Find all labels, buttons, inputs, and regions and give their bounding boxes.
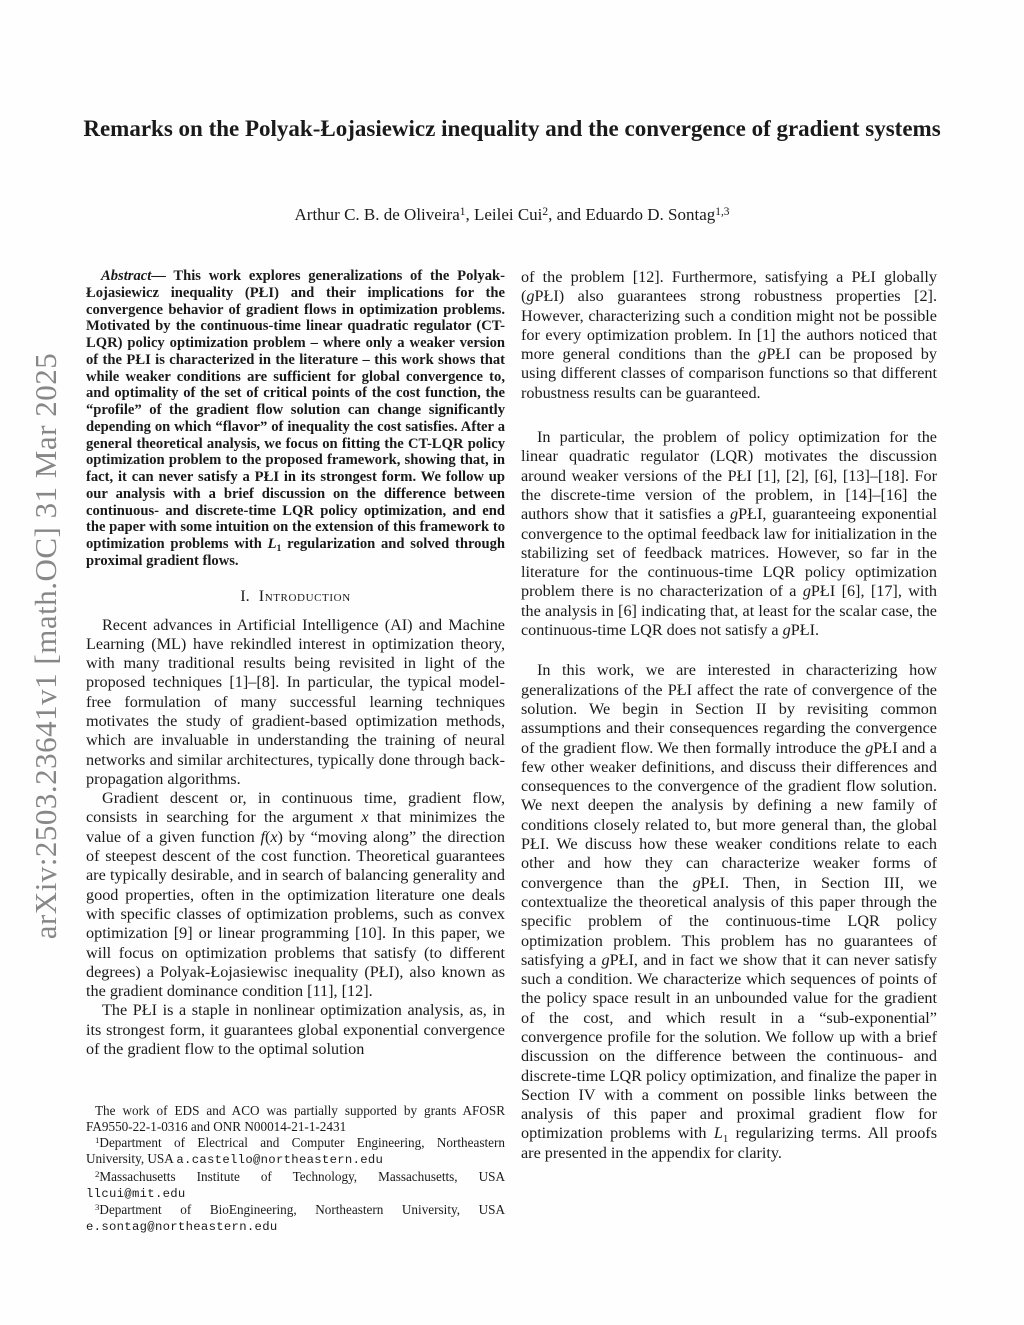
footnote-affiliation-2: $^2$Massachusetts Institute of Technology, Massachusetts, USA llcui@mit.edu xyxy=(86,1168,505,1201)
section-number: I. xyxy=(240,586,250,605)
footnote-affiliation-3: $^3$Department of BioEngineering, Northeastern University, USA e.sontag@northeastern.edu xyxy=(86,1202,505,1235)
right-column xyxy=(521,268,937,1163)
left-column xyxy=(86,268,505,1059)
intro-paragraph-1: Recent advances in Artificial Intelligence (AI) and Machine Learning (ML) have rekindled interest in optimization theory, with many traditional results being revisited in light of the proposed techniques [1]–[8]. In particular, the typical model-free formulation of many successful learning techniques motivates the study of gradient-based optimization methods, which are invaluable in understanding the training of neural networks and similar architectures, typically done through back-propagation algorithms. xyxy=(86,615,505,788)
paper-title: Remarks on the Polyak-Łojasiewicz inequality and the convergence of gradient systems xyxy=(83,116,941,141)
body-paragraph-continuation: of the problem [12]. Furthermore, satisfying a PŁI globally (gPŁI) also guarantees strong robustness properties [2]. However, characterizing such a condition might not be possible for every optimization problem. In [1] the authors noticed that more general conditions than the gPŁI can be proposed by using different classes of comparison functions so that different robustness results can be guaranteed. xyxy=(521,268,937,402)
body-paragraph-contributions: In this work, we are interested in characterizing how generalizations of the PŁI affect the rate of convergence of the solution. We begin in Section II by revisiting common assumptions and their consequences regarding the convergence of the gradient flow. We then formally introduce the gPŁI and a few other weaker definitions, and discuss their differences and consequences to the convergence of the gradient flow solution. We next deepen the analysis by defining a new family of conditions closely related to, but more general than, the global PŁI. We discuss how these weaker conditions relate to each other and how they can characterize weaker forms of convergence than the gPŁI. Then, in Section III, we contextualize the theoretical analysis of this paper through the specific problem of the continuous-time LQR policy optimization problem. This problem has no guarantees of satisfying a gPŁI, and in fact we show that it can never satisfy such a condition. We characterize which sequences of points of the policy space result in an unbounded value for the gradient of the cost, and which result in a “sub-exponential” convergence profile for the solution. We follow up with a brief discussion on the difference between the continuous- and discrete-time LQR policy optimization, and finalize the paper in Section IV with a comment on possible links between the analysis of this paper and proximal gradient flow for optimization problems with L1 regularizing terms. All proofs are presented in the appendix for clarity. xyxy=(521,661,938,1162)
abstract-paragraph: Abstract— This work explores generalizations of the Polyak-Łojasiewicz inequality (PŁI) and their implications for the convergence behavior of gradient flows in optimization problems. Motivated by the continuous-time linear quadratic regulator (CT-LQR) policy optimization problem – where only a weaker version of the PŁI is characterized in the literature – this work shows that while weaker conditions are sufficient for global convergence to, and optimality of the set of critical points of the cost function, the “profile” of the gradient flow solution can change significantly depending on which “flavor” of inequality the cost satisfies. After a general theoretical analysis, we focus on fitting the CT-LQR policy optimization problem to the proposed framework, showing that, in fact, it can never satisfy a PŁI in its strongest form. We follow up our analysis with a brief discussion on the difference between continuous- and discrete-time LQR policy optimization, and end the paper with some intuition on the extension of this framework to optimization problems with L1 regularization and solved through proximal gradient flows. xyxy=(86,268,505,569)
intro-paragraph-3: The PŁI is a staple in nonlinear optimization analysis, as, in its strongest form, it guarantees global exponential convergence of the gradient flow to the optimal solution xyxy=(86,1001,505,1059)
body-paragraph-lqr: In particular, the problem of policy optimization for the linear quadratic regulator (LQR) motivates the discussion around weaker versions of the PŁI [1], [2], [6], [13]–[18]. For the discrete-time version of the problem, in [14]–[16] the authors show that it satisfies a gPŁI, guaranteeing exponential convergence to the optimal feedback law for initialization in the stabilizing set of feedback matrices. However, so far in the literature for the continuous-time LQR policy optimization problem there is no characterization of a gPŁI [6], [17], with the analysis in [6] indicating that, at least for the scalar case, the continuous-time LQR does not satisfy a gPŁI. xyxy=(521,428,938,640)
arxiv-watermark: arXiv:2503.23641v1 [math.OC] 31 Mar 2025 xyxy=(28,352,63,940)
footnotes xyxy=(86,1103,505,1236)
section-heading-introduction xyxy=(86,587,505,606)
footnote-affiliation-1: $^1$Department of Electrical and Computer Engineering, Northeastern University, USA a.castello@northeastern.edu xyxy=(86,1134,505,1167)
footnote-funding: The work of EDS and ACO was partially supported by grants AFOSR FA9550-22-1-0316 and ONR N00014-21-1-2431 xyxy=(86,1103,505,1134)
paper-authors: Arthur C. B. de Oliveira$^1$, Leilei Cui$^2$, and Eduardo D. Sontag$^{1,3}$ xyxy=(294,205,730,224)
intro-paragraph-2: Gradient descent or, in continuous time, gradient flow, consists in searching for the argument x that minimizes the value of a given function f(x) by “moving along” the direction of steepest descent of the cost function. Theoretical guarantees are typically desirable, and in search of balancing generality and good properties, often in the optimization literature one deals with specific classes of optimization problems, such as convex optimization [9] or linear programming [10]. In this paper, we will focus on optimization problems that satisfy (to different degrees) a Polyak-Łojasiewisc inequality (PŁI), also known as the gradient dominance condition [11], [12]. xyxy=(86,789,505,1001)
section-title: Introduction xyxy=(258,586,351,605)
